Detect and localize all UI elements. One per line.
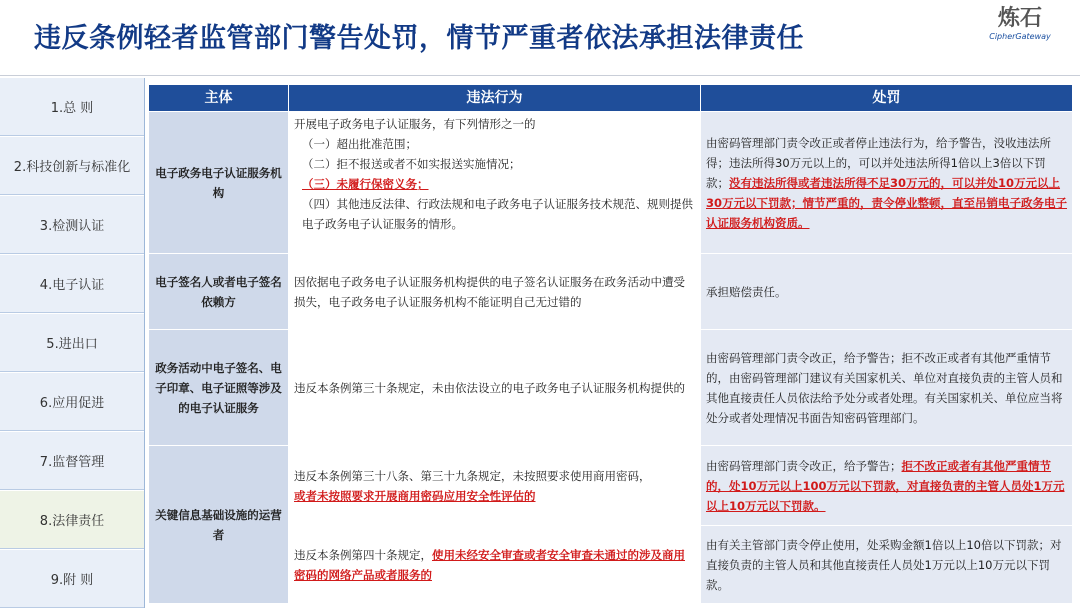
sidebar-item-e-auth[interactable]: 4.电子认证	[0, 255, 144, 313]
subject-cell: 政务活动中电子签名、电子印章、电子证照等涉及的电子认证服务	[149, 330, 289, 446]
subject-cell: 电子签名人或者电子签名依赖方	[149, 254, 289, 330]
act-line-highlight: （三）未履行保密义务；	[302, 177, 429, 191]
act-line: （一）超出批准范围；	[302, 137, 417, 151]
penalty-cell: 由密码管理部门责令改正，给予警告；拒不改正或者有其他严重情节的，由密码管理部门建议有关国家机关、单位对直接负责的主管人员和其他直接责任人员依法给予处分或者处理。有关国家机关、单位应当将处分或者处理情况书面告知密码管理部门。	[701, 330, 1073, 446]
table-row	[149, 446, 1073, 526]
act-text: 违反本条例第四十条规定，	[294, 547, 432, 562]
logo-cn: 炼石	[997, 6, 1042, 31]
sidebar-item-testing[interactable]: 3.检测认证	[0, 196, 144, 254]
subject-cell: 关键信息基础设施的运营者	[149, 446, 289, 604]
sidebar	[0, 78, 145, 608]
table-header-row	[149, 85, 1073, 112]
subject-cell: 电子政务电子认证服务机构	[149, 112, 289, 254]
act-line: （二）拒不报送或者不如实报送实施情况；	[302, 157, 521, 171]
sidebar-item-innovation[interactable]: 2.科技创新与标准化	[0, 137, 144, 195]
logo-en: CipherGateway	[989, 32, 1051, 41]
penalty-cell: 由有关主管部门责令停止使用，处采购金额1倍以上10倍以下罚款；对直接负责的主管人员和其他直接责任人员处1万元以上10万元以下罚款。	[701, 526, 1073, 604]
act-cell: 违反本条例第三十条规定，未由依法设立的电子政务电子认证服务机构提供的	[289, 330, 701, 446]
act-line: （四）其他违反法律、行政法规和电子政务电子认证服务技术规范、规则提供电子政务电子认证服务的情形。	[302, 197, 693, 231]
act-text: 违反本条例第三十八条、第三十九条规定，未按照要求使用商用密码，	[294, 468, 651, 483]
page-title: 违反条例轻者监管部门警告处罚，情节严重者依法承担法律责任	[34, 23, 804, 54]
header-penalty: 处罚	[701, 85, 1073, 112]
penalty-cell	[701, 112, 1073, 254]
title-divider	[0, 75, 1080, 76]
penalty-cell	[701, 446, 1073, 526]
act-highlight: 或者未按照要求开展商用密码应用安全性评估的	[294, 488, 536, 503]
brand-logo	[976, 6, 1064, 42]
sidebar-item-general[interactable]: 1.总 则	[0, 78, 144, 136]
header-subject: 主体	[149, 85, 289, 112]
sidebar-item-supervision[interactable]: 7.监督管理	[0, 432, 144, 490]
act-cell	[289, 446, 701, 526]
penalty-cell: 承担赔偿责任。	[701, 254, 1073, 330]
act-cell: 因依据电子政务电子认证服务机构提供的电子签名认证服务在政务活动中遭受损失，电子政务电子认证服务机构不能证明自己无过错的	[289, 254, 701, 330]
act-cell	[289, 526, 701, 604]
table-row	[149, 330, 1073, 446]
act-cell	[289, 112, 701, 254]
sidebar-item-appendix[interactable]: 9.附 则	[0, 550, 144, 608]
penalty-text: 由密码管理部门责令改正，给予警告；	[706, 458, 902, 473]
act-highlight: 使用未经安全审查或者安全审查未通过的涉及商用密码的网络产品或者服务的	[294, 547, 685, 582]
table-row	[149, 254, 1073, 330]
penalty-text: 由密码管理部门责令改正或者停止违法行为，给予警告，没收违法所得；违法所得30万元以上的，可以并处违法所得1倍以上3倍以下罚款；	[706, 135, 1051, 190]
table-row	[149, 112, 1073, 254]
penalty-highlight: 拒不改正或者有其他严重情节的，处10万元以上100万元以下罚款，对直接负责的主管人员处1万元以上10万元以下罚款。	[706, 458, 1065, 513]
act-line: 开展电子政务电子认证服务，有下列情形之一的	[294, 117, 536, 131]
penalty-highlight: 没有违法所得或者违法所得不足30万元的，可以并处10万元以上30万元以下罚款；情节严重的，责令停业整顿，直至吊销电子政务电子认证服务机构资质。	[706, 175, 1067, 230]
liability-table	[148, 84, 1073, 604]
sidebar-item-legal-liability[interactable]: 8.法律责任	[0, 491, 144, 549]
sidebar-item-application[interactable]: 6.应用促进	[0, 373, 144, 431]
sidebar-item-import-export[interactable]: 5.进出口	[0, 314, 144, 372]
header-act: 违法行为	[289, 85, 701, 112]
